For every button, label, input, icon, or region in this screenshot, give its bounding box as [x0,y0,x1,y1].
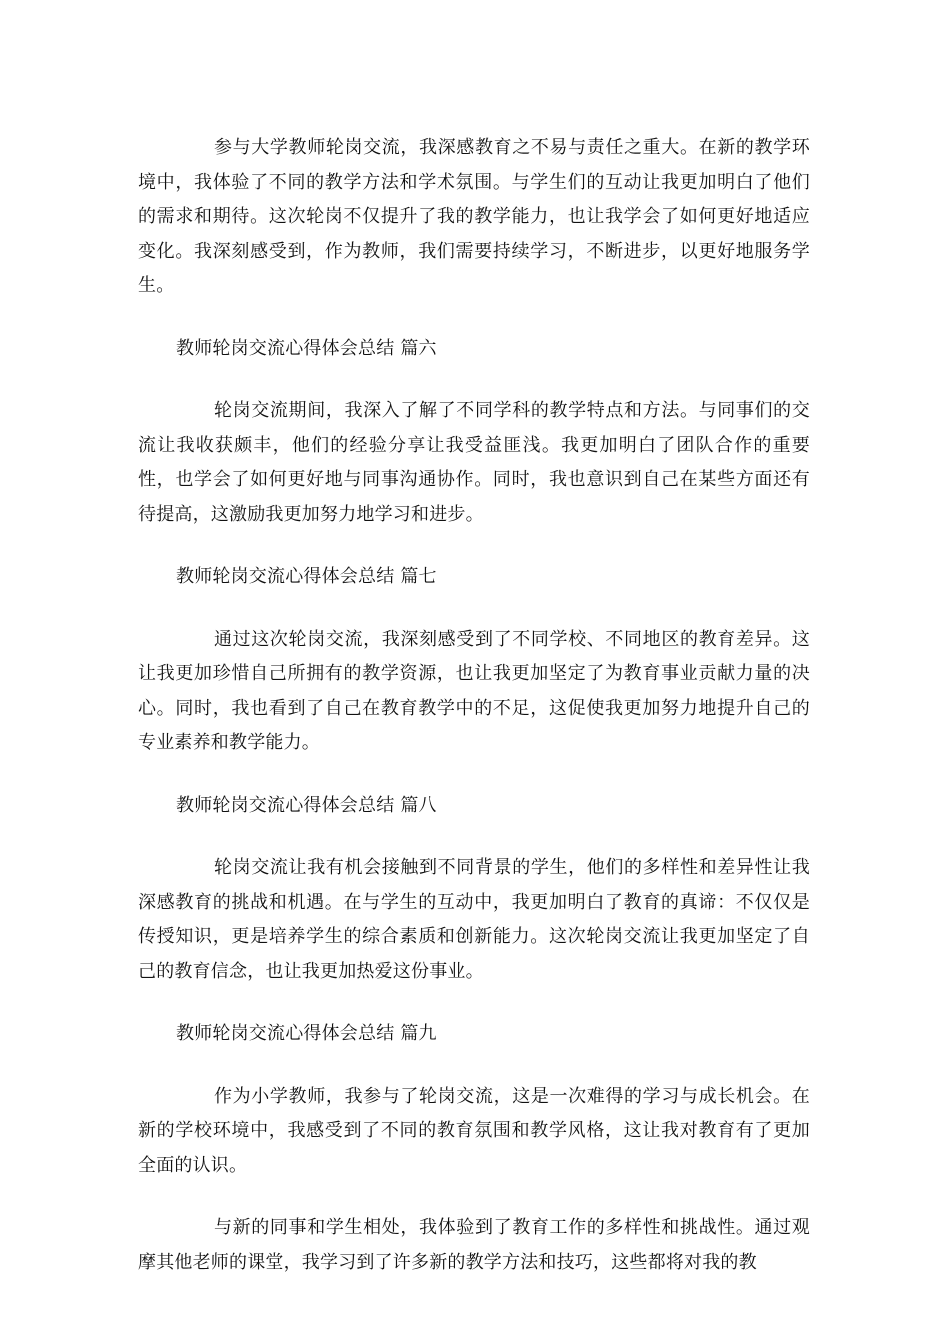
section-heading-9: 教师轮岗交流心得体会总结 篇九 [176,1023,437,1044]
section-heading-7: 教师轮岗交流心得体会总结 篇七 [176,566,437,587]
section-heading-8: 教师轮岗交流心得体会总结 篇八 [176,794,437,816]
paragraph-2: 轮岗交流期间，我深入了解了不同学科的教学特点和方法。与同事们的交流让我收获颇丰，他们的经验分享让我受益匪浅。我更加明白了团队合作的重要性，也学会了如何更好地与同事沟通协作。同时，我也意识到自己在某些方面还有待提高，这激励我更加努力地学习和进步。 [138,400,810,525]
paragraph-5: 作为小学教师，我参与了轮岗交流，这是一次难得的学习与成长机会。在新的学校环境中，我感受到了不同的教育氛围和教学风格，这让我对教育有了更加全面的认识。 [138,1085,810,1176]
paragraph-1: 参与大学教师轮岗交流，我深感教育之不易与责任之重大。在新的教学环境中，我体验了不同的教学方法和学术氛围。与学生们的互动让我更加明白了他们的需求和期待。这次轮岗不仅提升了我的教学能力，也让我学会了如何更好地适应变化。我深刻感受到，作为教师，我们需要持续学习，不断进步，以更好地服务学生。 [138,137,810,296]
paragraph-3: 通过这次轮岗交流，我深刻感受到了不同学校、不同地区的教育差异。这让我更加珍惜自己所拥有的教学资源，也让我更加坚定了为教育事业贡献力量的决心。同时，我也看到了自己在教育教学中的不足，这促使我更加努力地提升自己的专业素养和教学能力。 [138,628,810,753]
section-heading-6: 教师轮岗交流心得体会总结 篇六 [176,337,437,359]
document-body [138,131,810,1308]
paragraph-4: 轮岗交流让我有机会接触到不同背景的学生，他们的多样性和差异性让我深感教育的挑战和机遇。在与学生的互动中，我更加明白了教育的真谛：不仅仅是传授知识，更是培养学生的综合素质和创新能力。这次轮岗交流让我更加坚定了自己的教育信念，也让我更加热爱这份事业。 [138,857,810,982]
paragraph-6: 与新的同事和学生相处，我体验到了教育工作的多样性和挑战性。通过观摩其他老师的课堂，我学习到了许多新的教学方法和技巧，这些都将对我的教 [138,1217,810,1273]
